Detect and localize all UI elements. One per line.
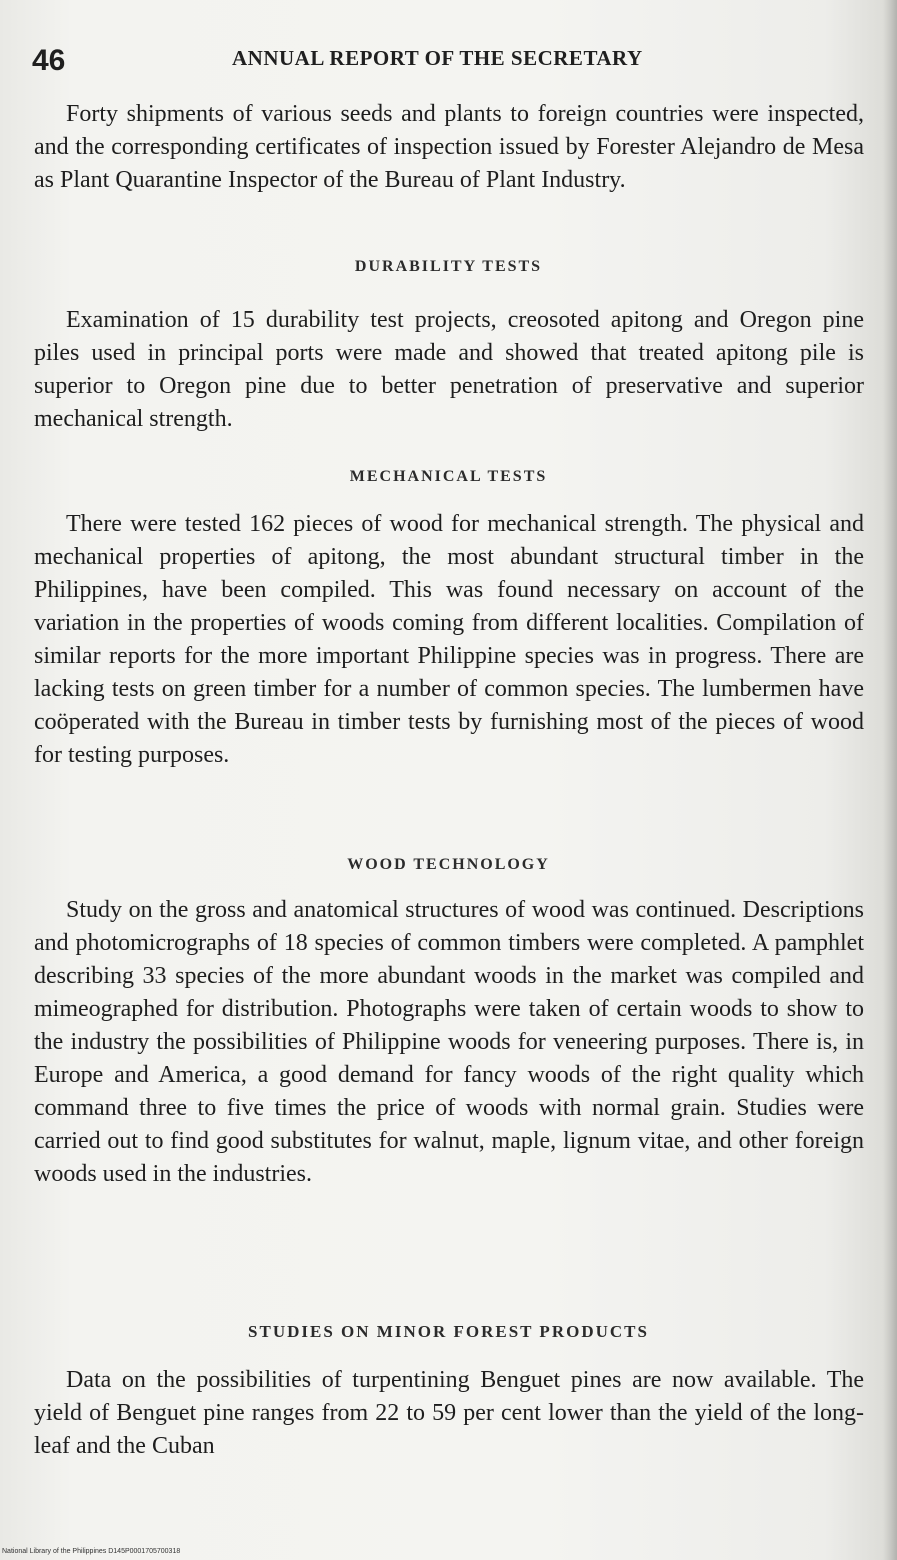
heading-mechanical-tests: MECHANICAL TESTS	[349, 468, 548, 485]
paragraph-text: Data on the possibilities of turpentining Benguet pines are now available. The yield of Benguet pine ranges from 22 to 59 per cent lower than the yield of the long-leaf and the Cuban	[34, 1367, 864, 1459]
heading-wood-technology: WOOD TECHNOLOGY	[347, 856, 550, 873]
paragraph-wood-technology	[34, 894, 864, 1191]
page-header	[32, 40, 862, 90]
heading-minor-forest-products: STUDIES ON MINOR FOREST PRODUCTS	[248, 1322, 649, 1341]
paragraph-text: Forty shipments of various seeds and plants to foreign countries were inspected, and the corresponding certificates of inspection issued by Forester Alejandro de Mesa as Plant Quarantine Inspector of the Bureau of Plant Industry.	[34, 101, 864, 193]
paragraph-text: Study on the gross and anatomical structures of wood was continued. Descriptions and photomicrographs of 18 species of common timbers were completed. A pamphlet describing 33 species of the more abundant woods in the market was compiled and mimeographed for distribution. Photographs were taken of certain woods to show to the industry the possibilities of Philippine woods for veneering purposes. There is, in Europe and America, a good demand for fancy woods of the right quality which command three to five times the price of woods with normal grain. Studies were carried out to find good substitutes for walnut, maple, lignum vitae, and other foreign woods used in the industries.	[34, 897, 864, 1187]
page-number: 46	[32, 44, 66, 77]
running-head: ANNUAL REPORT OF THE SECRETARY	[232, 46, 643, 70]
paragraph-text: Examination of 15 durability test projects, creosoted apitong and Oregon pine piles used in principal ports were made and showed that treated apitong pile is superior to Oregon pine due to better penetration of preservative and superior mechanical strength.	[34, 307, 864, 432]
paragraph-mechanical	[34, 508, 864, 772]
paragraph-minor-forest-products	[34, 1364, 864, 1463]
library-stamp: National Library of the Philippines D145P0001705700318	[2, 1548, 181, 1555]
heading-durability-tests: DURABILITY TESTS	[354, 258, 543, 275]
paragraph-text: There were tested 162 pieces of wood for mechanical strength. The physical and mechanical properties of apitong, the most abundant structural timber in the Philippines, have been compiled. This was found necessary on account of the variation in the properties of woods coming from different localities. Compilation of similar reports for the more important Philippine species was in progress. There are lacking tests on green timber for a number of common species. The lumbermen have coöperated with the Bureau in timber tests by furnishing most of the pieces of wood for testing purposes.	[34, 511, 864, 768]
paragraph-durability	[34, 304, 864, 436]
paragraph-seed-shipments	[34, 98, 864, 197]
